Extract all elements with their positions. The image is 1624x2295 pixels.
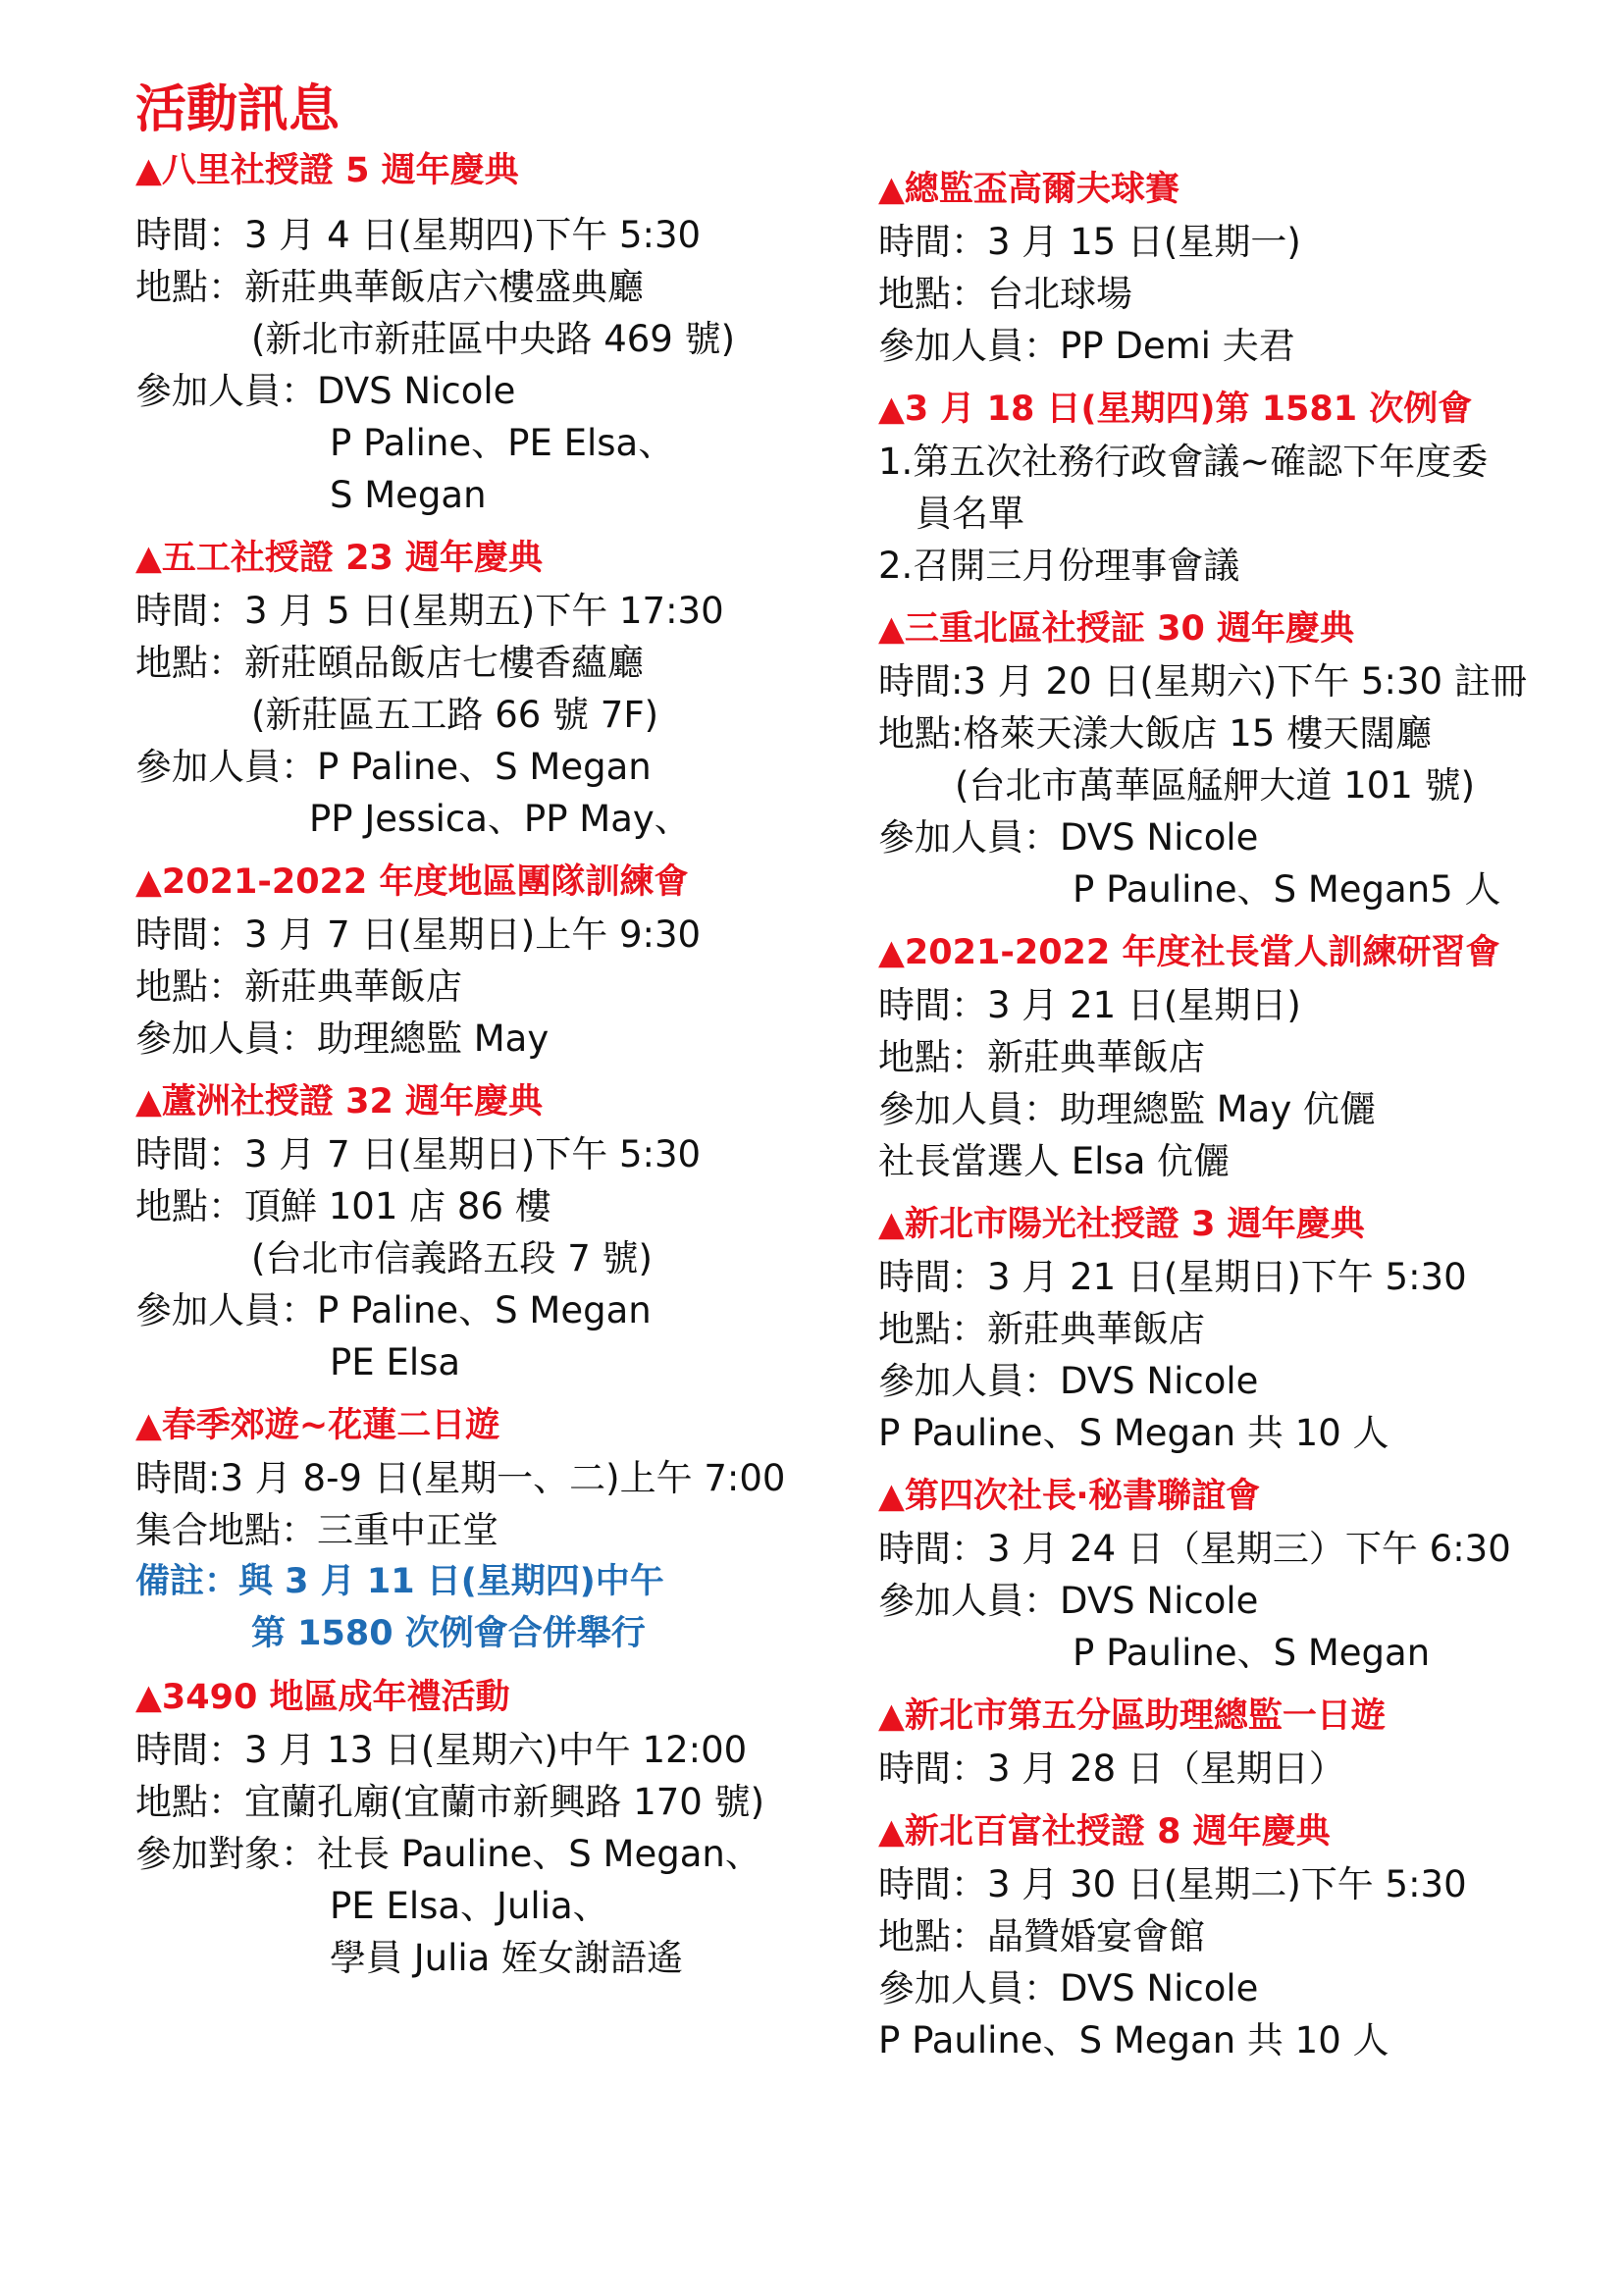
event-venue: 地點：新莊典華飯店六樓盛典廳 bbox=[135, 266, 644, 308]
right-column bbox=[878, 164, 1585, 2078]
event-time: 時間：3 月 15 日(星期一) bbox=[878, 221, 1301, 263]
event-attendees: 參加人員：PP Demi 夫君 bbox=[878, 325, 1295, 367]
event-venue: 地點：新莊典華飯店 bbox=[135, 965, 462, 1008]
event-note: 備註：與 3 月 11 日(星期四)中午 bbox=[135, 1562, 664, 1601]
event-time: 時間:3 月 8-9 日(星期一、二)上午 7:00 bbox=[135, 1457, 786, 1499]
event-attendees-cont: P Pauline、S Megan bbox=[1073, 1632, 1431, 1674]
event-title: ▲新北市陽光社授證 3 週年慶典 bbox=[878, 1205, 1365, 1244]
event-attendees: 參加人員：DVS Nicole bbox=[878, 816, 1259, 859]
event-time: 時間：3 月 5 日(星期五)下午 17:30 bbox=[135, 590, 724, 632]
event-sanchong-north-anniversary bbox=[878, 603, 1585, 915]
event-address: (新北市新莊區中央路 469 號) bbox=[251, 318, 736, 360]
event-attendees-cont: PP Jessica、PP May、 bbox=[309, 798, 691, 840]
event-title: ▲新北市第五分區助理總監一日遊 bbox=[878, 1696, 1386, 1736]
event-attendees-cont: P Pauline、S Megan5 人 bbox=[1073, 868, 1501, 911]
event-time: 時間:3 月 20 日(星期六)下午 5:30 註冊 bbox=[878, 660, 1527, 703]
left-column bbox=[135, 145, 842, 1996]
event-title: ▲2021-2022 年度社長當人訓練研習會 bbox=[878, 933, 1500, 972]
event-attendees-cont: PE Elsa bbox=[330, 1341, 461, 1383]
event-attendees: 參加對象：社長 Pauline、S Megan、 bbox=[135, 1833, 761, 1875]
event-attendees: 參加人員：DVS Nicole bbox=[878, 1967, 1259, 2009]
event-regular-meeting-1581 bbox=[878, 384, 1585, 592]
event-title: ▲春季郊遊~花蓮二日遊 bbox=[135, 1406, 500, 1445]
event-meeting-point: 集合地點：三重中正堂 bbox=[135, 1509, 498, 1551]
event-golf-tournament bbox=[878, 164, 1585, 372]
event-title: ▲五工社授證 23 週年慶典 bbox=[135, 539, 543, 578]
event-attendees-cont: P Paline、PE Elsa、 bbox=[330, 422, 675, 464]
event-title: ▲總監盃高爾夫球賽 bbox=[878, 170, 1179, 209]
event-attendees-cont: 學員 Julia 姪女謝語遙 bbox=[330, 1937, 684, 1979]
event-venue: 地點：晶贊婚宴會館 bbox=[878, 1915, 1205, 1957]
event-time: 時間：3 月 21 日(星期日)下午 5:30 bbox=[878, 1256, 1467, 1298]
event-address: (台北市信義路五段 7 號) bbox=[251, 1237, 653, 1279]
event-time: 時間：3 月 24 日（星期三）下午 6:30 bbox=[878, 1528, 1511, 1570]
event-attendees: 參加人員：P Paline、S Megan bbox=[135, 1289, 652, 1331]
event-attendees: 參加人員：助理總監 May bbox=[135, 1017, 550, 1060]
event-time: 時間：3 月 7 日(星期日)下午 5:30 bbox=[135, 1133, 702, 1175]
event-title: ▲新北百富社授證 8 週年慶典 bbox=[878, 1812, 1331, 1852]
event-attendees: 參加人員：DVS Nicole bbox=[878, 1580, 1259, 1622]
page-title: 活動訊息 bbox=[135, 80, 341, 139]
event-spring-outing bbox=[135, 1400, 842, 1660]
event-title: ▲第四次社長‧秘書聯誼會 bbox=[878, 1477, 1261, 1516]
event-title: ▲3 月 18 日(星期四)第 1581 次例會 bbox=[878, 390, 1473, 429]
event-title: ▲蘆洲社授證 32 週年慶典 bbox=[135, 1082, 543, 1121]
event-attendees: 參加人員：P Paline、S Megan bbox=[135, 746, 652, 788]
event-time: 時間：3 月 13 日(星期六)中午 12:00 bbox=[135, 1729, 748, 1771]
event-attendees-cont: PE Elsa、Julia、 bbox=[330, 1885, 609, 1927]
event-time: 時間：3 月 7 日(星期日)上午 9:30 bbox=[135, 913, 702, 956]
event-attendees-cont: 社長當選人 Elsa 伉儷 bbox=[878, 1140, 1231, 1182]
agenda-item-cont: 員名單 bbox=[916, 493, 1024, 535]
agenda-item: 1.第五次社務行政會議~確認下年度委 bbox=[878, 441, 1489, 483]
event-venue: 地點：頂鮮 101 店 86 樓 bbox=[135, 1185, 551, 1227]
event-attendees: 參加人員：DVS Nicole bbox=[135, 370, 516, 412]
event-venue: 地點：新莊典華飯店 bbox=[878, 1036, 1205, 1078]
event-baifu-anniversary bbox=[878, 1806, 1585, 2066]
event-attendees: 參加人員：助理總監 May 伉儷 bbox=[878, 1088, 1377, 1130]
event-wugong-anniversary bbox=[135, 533, 842, 845]
event-president-secretary-gathering bbox=[878, 1471, 1585, 1679]
event-attendees: 參加人員：DVS Nicole bbox=[878, 1360, 1259, 1402]
agenda-item: 2.召開三月份理事會議 bbox=[878, 545, 1240, 587]
event-address: (台北市萬華區艋舺大道 101 號) bbox=[955, 764, 1476, 807]
event-venue: 地點：台北球場 bbox=[878, 273, 1132, 315]
event-attendees-cont: P Pauline、S Megan 共 10 人 bbox=[878, 1412, 1389, 1454]
event-venue: 地點:格萊天漾大飯店 15 樓天闊廳 bbox=[878, 712, 1433, 755]
event-zone-day-trip bbox=[878, 1691, 1585, 1795]
event-time: 時間：3 月 21 日(星期日) bbox=[878, 984, 1301, 1026]
event-title: ▲3490 地區成年禮活動 bbox=[135, 1678, 510, 1717]
event-time: 時間：3 月 4 日(星期四)下午 5:30 bbox=[135, 214, 702, 256]
event-venue: 地點：新莊頤品飯店七樓香蘊廳 bbox=[135, 642, 644, 684]
event-time: 時間：3 月 30 日(星期二)下午 5:30 bbox=[878, 1863, 1467, 1905]
event-attendees-cont: P Pauline、S Megan 共 10 人 bbox=[878, 2019, 1389, 2061]
event-title: ▲三重北區社授証 30 週年慶典 bbox=[878, 609, 1354, 649]
event-venue: 地點：宜蘭孔廟(宜蘭市新興路 170 號) bbox=[135, 1781, 765, 1823]
event-sunshine-anniversary bbox=[878, 1199, 1585, 1459]
event-title: ▲2021-2022 年度地區團隊訓練會 bbox=[135, 862, 689, 902]
event-venue: 地點：新莊典華飯店 bbox=[878, 1308, 1205, 1350]
event-attendees-cont: S Megan bbox=[330, 474, 487, 516]
event-coming-of-age bbox=[135, 1672, 842, 1984]
event-time: 時間：3 月 28 日（星期日） bbox=[878, 1747, 1345, 1790]
event-president-elect-training bbox=[878, 927, 1585, 1187]
event-address: (新莊區五工路 66 號 7F) bbox=[251, 694, 659, 736]
event-district-training bbox=[135, 857, 842, 1065]
event-bali-anniversary bbox=[135, 145, 842, 521]
event-note-cont: 第 1580 次例會合併舉行 bbox=[251, 1614, 646, 1653]
event-title: ▲八里社授證 5 週年慶典 bbox=[135, 151, 519, 190]
event-luzhou-anniversary bbox=[135, 1076, 842, 1388]
